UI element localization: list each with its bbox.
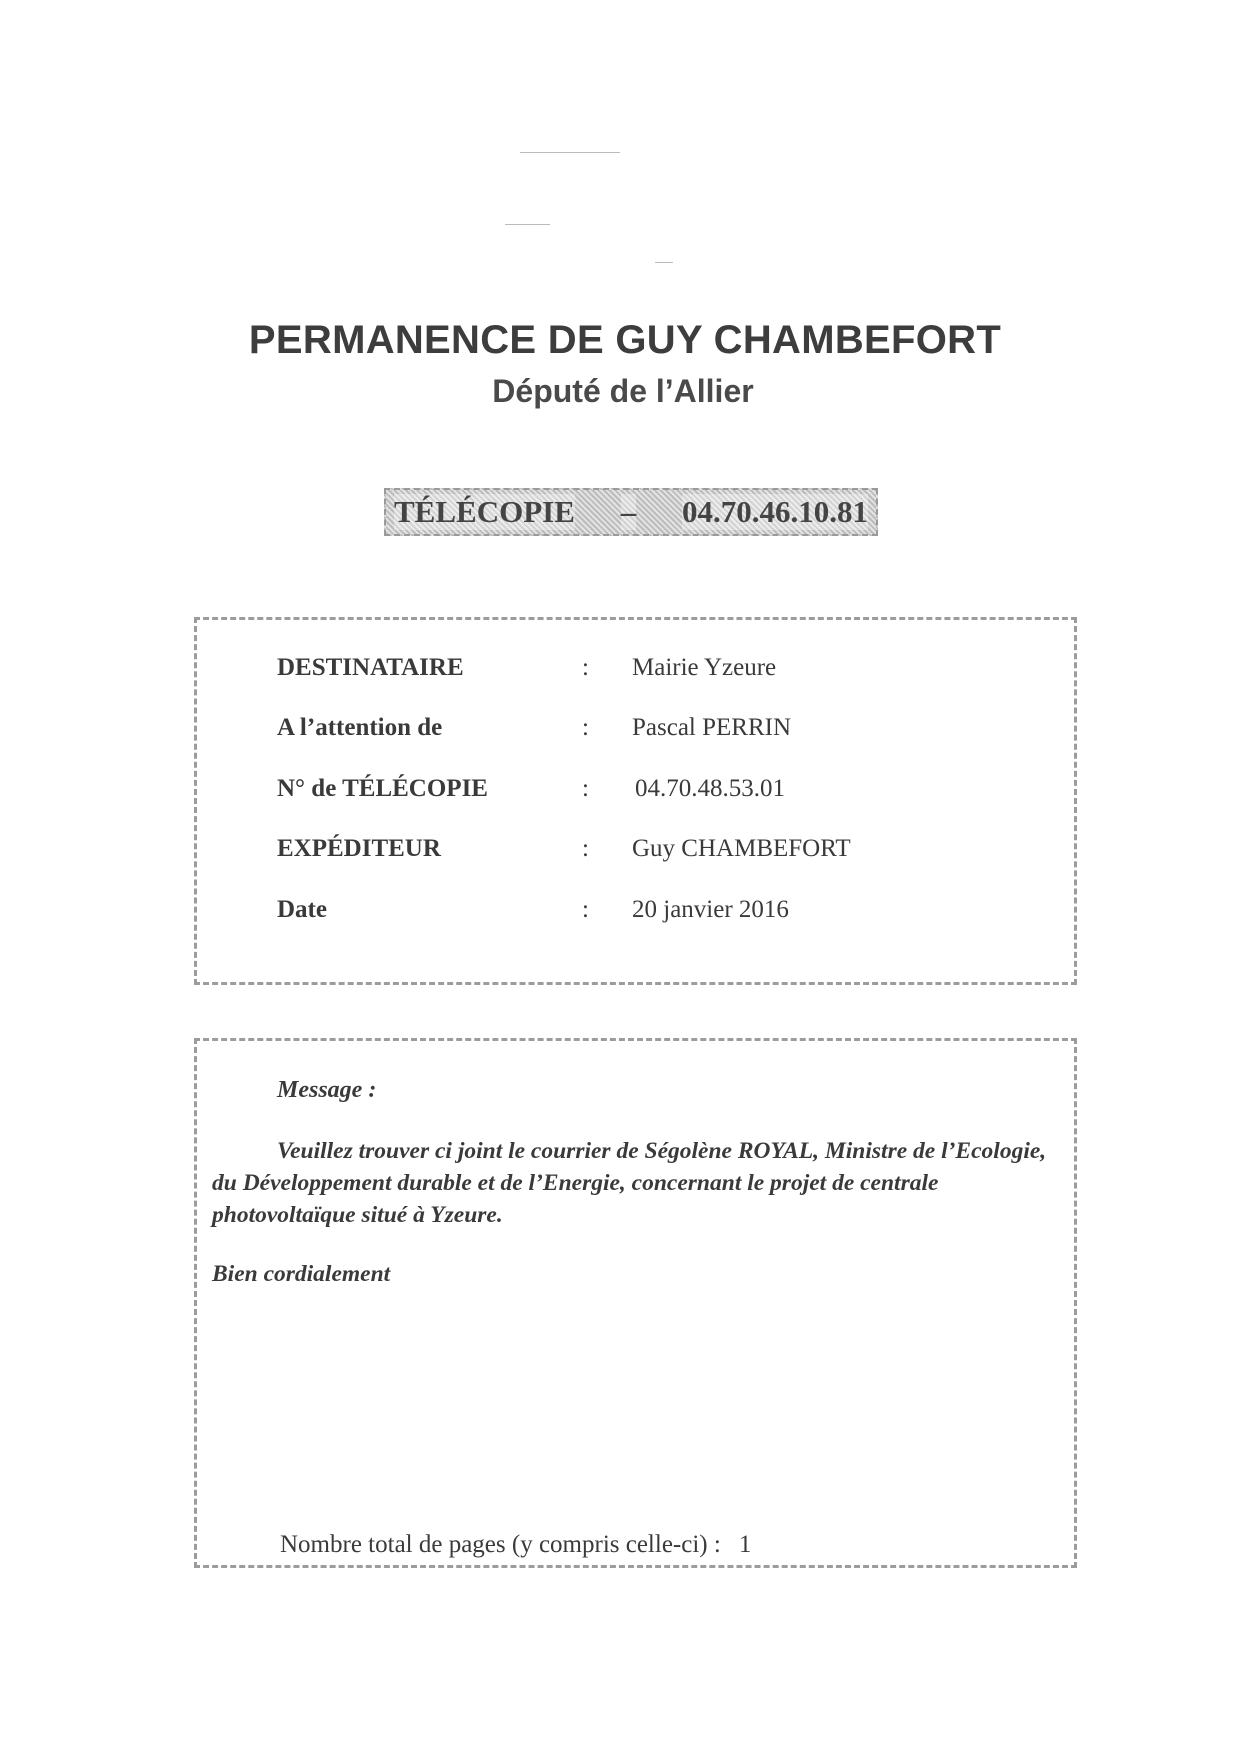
info-value: 20 janvier 2016 (632, 896, 789, 923)
recipient-info-box (194, 617, 1077, 985)
fax-banner-dash: – (620, 494, 637, 529)
info-colon: : (582, 714, 589, 741)
info-colon: : (582, 896, 589, 923)
fax-banner-label: TÉLÉCOPIE (394, 494, 575, 529)
fax-number-banner (384, 488, 878, 536)
page-subtitle: Député de l’Allier (492, 373, 754, 409)
message-closing: Bien cordialement (212, 1261, 391, 1287)
page-title: PERMANENCE DE GUY CHAMBEFORT (248, 318, 1002, 362)
info-value: 04.70.48.53.01 (635, 775, 785, 802)
scan-speck (655, 262, 673, 263)
message-label: Message : (277, 1077, 377, 1103)
info-row-fax-number (197, 775, 1074, 815)
page-count-label: Nombre total de pages (y compris celle-ci) : (280, 1531, 721, 1558)
info-label: A l’attention de (277, 714, 443, 741)
info-row-attention (197, 714, 1074, 754)
info-label: DESTINATAIRE (277, 654, 464, 681)
info-label: N° de TÉLÉCOPIE (277, 775, 488, 802)
info-colon: : (582, 654, 589, 681)
info-row-recipient (197, 654, 1074, 694)
fax-banner-number: 04.70.46.10.81 (681, 494, 868, 529)
info-row-date (197, 896, 1074, 936)
message-body: Veuillez trouver ci joint le courrier de Ségolène ROYAL, Ministre de l’Ecologie, du Développement durable et de l’Energie, concernant le projet de centrale photovoltaïque situé à Yzeure. (212, 1138, 1047, 1228)
info-value: Mairie Yzeure (632, 654, 777, 681)
page-count-value: 1 (738, 1531, 752, 1558)
info-value: Guy CHAMBEFORT (632, 835, 851, 862)
info-colon: : (582, 835, 589, 862)
info-value: Pascal PERRIN (632, 714, 792, 741)
info-colon: : (582, 775, 589, 802)
info-label: EXPÉDITEUR (277, 835, 441, 862)
scan-speck (520, 152, 620, 153)
info-label: Date (277, 896, 327, 923)
info-row-sender (197, 835, 1074, 875)
message-box (194, 1038, 1077, 1568)
scan-speck (505, 224, 550, 225)
page-count-line (280, 1531, 751, 1559)
